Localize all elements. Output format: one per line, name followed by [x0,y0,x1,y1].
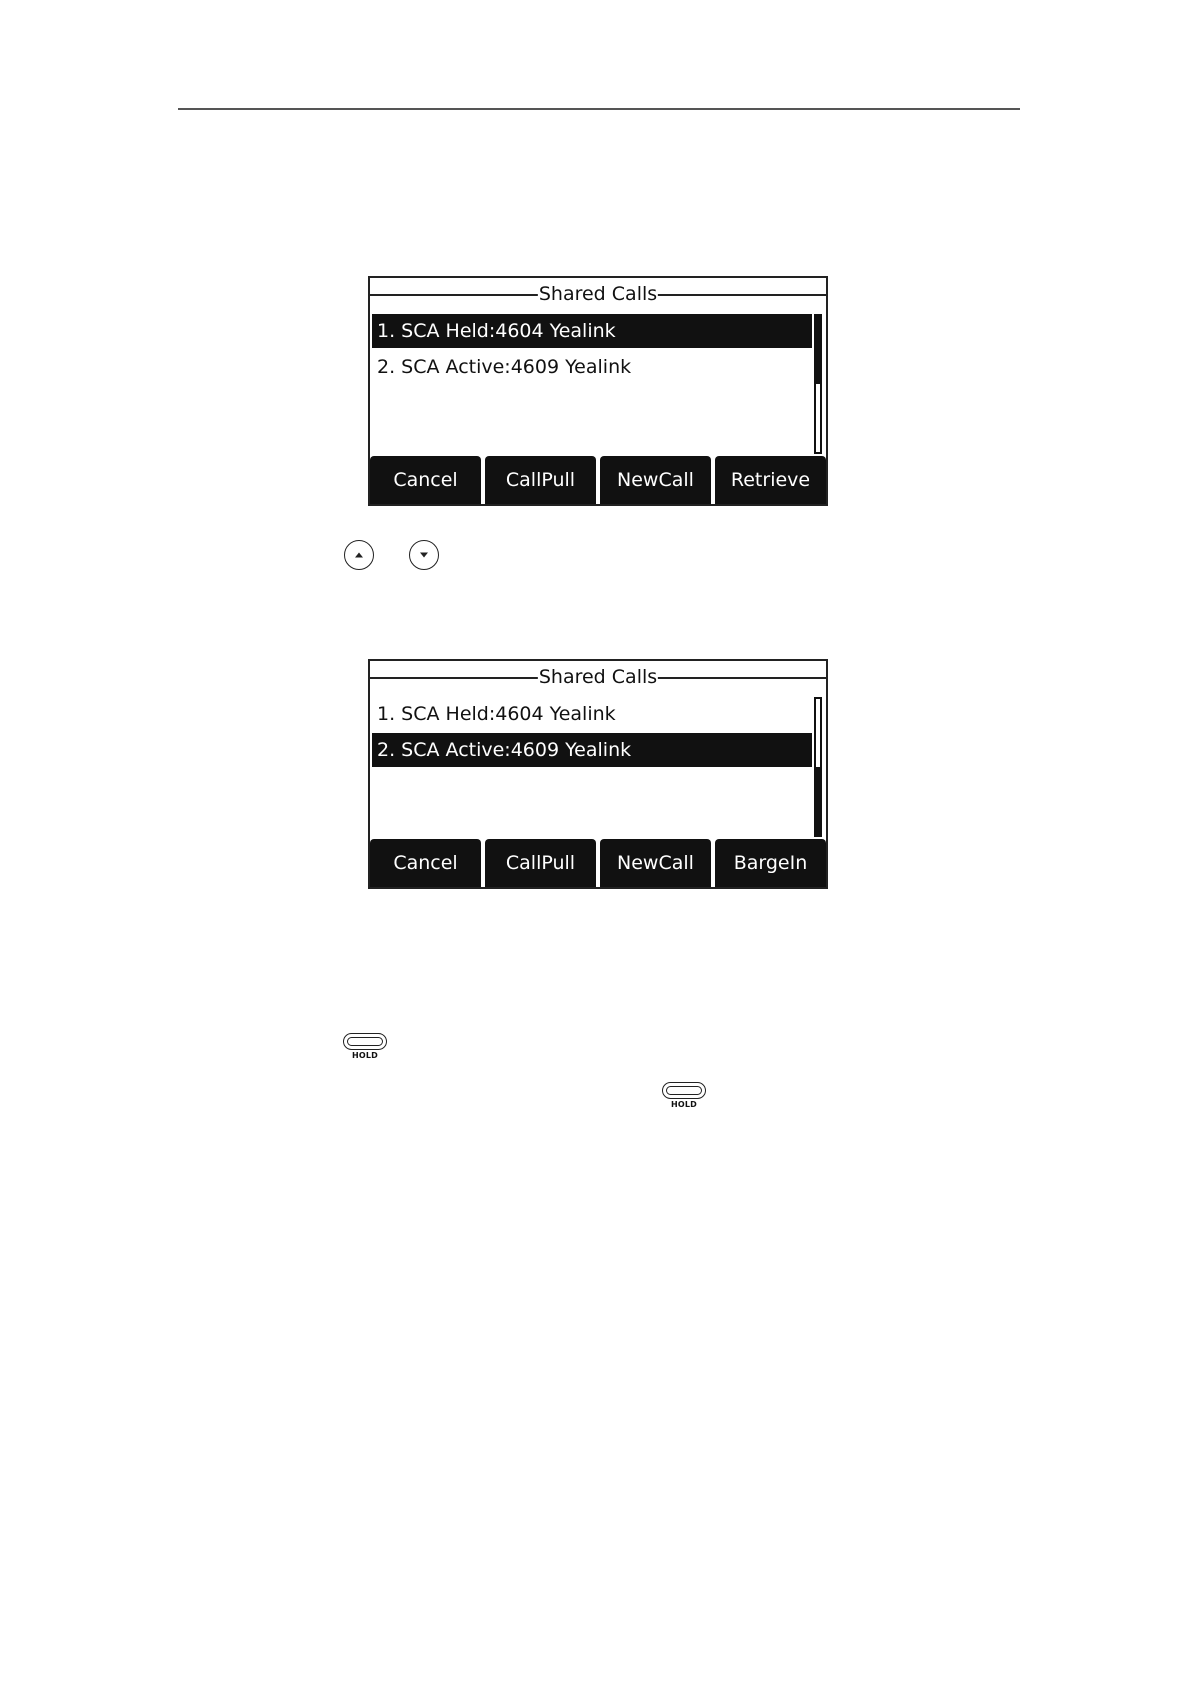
list-item-active-call[interactable]: 2. SCA Active:4609 Yealink [377,356,632,378]
down-arrow-glyph [420,553,428,558]
hold-key-shape [662,1082,706,1099]
softkey-bar [370,839,826,887]
screen-title: Shared Calls [538,666,658,688]
phone-screen-1 [368,276,828,506]
scroll-thumb[interactable] [816,316,820,384]
scroll-thumb[interactable] [816,767,820,835]
down-arrow-key-icon [409,540,439,570]
header-rule [178,108,1020,110]
retrieve-softkey[interactable]: Retrieve [715,456,826,504]
list-item-active-call[interactable]: 2. SCA Active:4609 Yealink [372,733,812,767]
scrollbar[interactable] [814,314,822,454]
phone-screen-2 [368,659,828,889]
cancel-softkey[interactable]: Cancel [370,839,481,887]
hold-key-icon [343,1033,387,1063]
newcall-softkey[interactable]: NewCall [600,839,711,887]
hold-key-label: HOLD [351,1051,379,1060]
screen-title: Shared Calls [538,283,658,305]
list-item-held-call[interactable]: 1. SCA Held:4604 Yealink [372,314,812,348]
hold-key-label: HOLD [670,1100,698,1109]
up-arrow-key-icon [344,540,374,570]
screen-title-bar [370,661,826,695]
hold-key-icon [662,1082,706,1112]
up-arrow-glyph [355,553,363,558]
bargein-softkey[interactable]: BargeIn [715,839,826,887]
scrollbar[interactable] [814,697,822,837]
list-item-held-call[interactable]: 1. SCA Held:4604 Yealink [377,703,616,725]
shared-calls-list [372,314,812,386]
callpull-softkey[interactable]: CallPull [485,456,596,504]
softkey-bar [370,456,826,504]
newcall-softkey[interactable]: NewCall [600,456,711,504]
shared-calls-list [372,697,812,769]
screen-title-bar [370,278,826,312]
cancel-softkey[interactable]: Cancel [370,456,481,504]
hold-key-shape [343,1033,387,1050]
callpull-softkey[interactable]: CallPull [485,839,596,887]
